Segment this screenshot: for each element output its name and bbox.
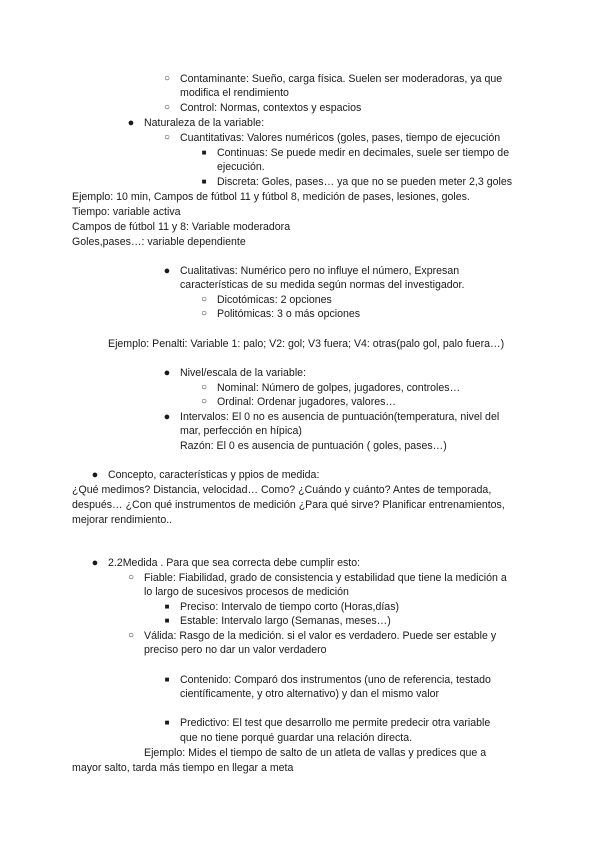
bullet-circle-icon: ○ (200, 396, 208, 407)
text-line: Ordinal: Ordenar jugadores, valores… (217, 396, 397, 408)
text-line: Tiempo: variable activa (72, 206, 181, 218)
text-line: mejorar rendimiento.. (72, 514, 173, 526)
bullet-disc-icon: ● (91, 557, 99, 569)
text-line: Concepto, características y ppios de medida: (108, 469, 320, 481)
text-line: Control: Normas, contextos y espacios (180, 102, 362, 114)
bullet-circle-icon: ○ (200, 294, 208, 305)
bullet-circle-icon: ○ (127, 630, 135, 641)
text-line: Preciso: Intervalo de tiempo corto (Horas,días) (180, 601, 400, 613)
text-line: Campos de fútbol 11 y 8: Variable moderadora (72, 221, 291, 233)
text-line: preciso pero no dar un valor verdadero (144, 644, 327, 656)
bullet-disc-icon: ● (127, 117, 135, 129)
text-line: Estable: Intervalo largo (Semanas, meses…) (180, 615, 391, 627)
text-line: Razón: El 0 es ausencia de puntuación ( goles, pases…) (180, 440, 447, 452)
text-line: Naturaleza de la variable: (144, 117, 265, 129)
bullet-square-icon: ■ (164, 675, 170, 684)
text-line: Ejemplo: Penalti: Variable 1: palo; V2: gol; V3 fuera; V4: otras(palo gol, palo fuera…) (108, 338, 505, 350)
text-line: Nominal: Número de golpes, jugadores, controles… (217, 382, 461, 394)
text-line: características de su medida según normas del investigador. (180, 279, 465, 291)
bullet-square-icon: ■ (164, 616, 170, 625)
text-line: Discreta: Goles, pases… ya que no se pueden meter 2,3 goles (217, 176, 513, 188)
text-line: después… ¿Con qué instrumentos de medición ¿Para qué sirve? Planificar entrenamientos, (72, 499, 505, 511)
text-line: científicamente, y otro alternativo) y dan el mismo valor (180, 688, 440, 700)
bullet-square-icon: ■ (201, 177, 207, 186)
text-line: modifica el rendimiento (180, 87, 289, 99)
text-line: que no tiene porqué guardar una relación directa. (180, 732, 413, 744)
text-line: Goles,pases…: variable dependiente (72, 236, 246, 248)
bullet-disc-icon: ● (163, 411, 171, 423)
text-line: mayor salto, tarda más tiempo en llegar a meta (72, 762, 294, 774)
text-line: mar, perfección en hípica) (180, 425, 302, 437)
text-line: Válida: Rasgo de la medición. si el valor es verdadero. Puede ser estable y (144, 630, 497, 642)
bullet-circle-icon: ○ (163, 73, 171, 84)
text-line: Contenido: Comparó dos instrumentos (uno de referencia, testado (180, 674, 491, 686)
text-line: Predictivo: El test que desarrollo me permite predecir otra variable (180, 717, 491, 729)
bullet-square-icon: ■ (164, 718, 170, 727)
text-line: Fiable: Fiabilidad, grado de consistencia y estabilidad que tiene la medición a (144, 572, 507, 584)
text-line: Cuantitativas: Valores numéricos (goles, pases, tiempo de ejecución (180, 132, 501, 144)
bullet-circle-icon: ○ (163, 102, 171, 113)
text-line: Intervalos: El 0 no es ausencia de puntuación(temperatura, nivel del (180, 411, 500, 423)
text-line: 2.2Medida . Para que sea correcta debe cumplir esto: (108, 557, 361, 569)
bullet-square-icon: ■ (164, 602, 170, 611)
text-line: ejecución. (217, 161, 265, 173)
text-line: Ejemplo: 10 min, Campos de fútbol 11 y fútbol 8, medición de pases, lesiones, goles. (72, 191, 470, 203)
bullet-disc-icon: ● (163, 367, 171, 379)
text-line: lo largo de sucesivos procesos de medición (144, 586, 349, 598)
bullet-square-icon: ■ (201, 148, 207, 157)
text-line: Cualitativas: Numérico pero no influye el número, Expresan (180, 265, 460, 277)
bullet-circle-icon: ○ (163, 132, 171, 143)
bullet-circle-icon: ○ (127, 572, 135, 583)
text-line: ¿Qué medimos? Distancia, velocidad… Como? ¿Cuándo y cuánto? Antes de temporada, (72, 484, 492, 496)
text-line: Politómicas: 3 o más opciones (217, 308, 361, 320)
text-line: Continuas: Se puede medir en decimales, suele ser tiempo de (217, 147, 510, 159)
text-line: Nivel/escala de la variable: (180, 367, 307, 379)
text-line: Dicotómicas: 2 opciones (217, 294, 332, 306)
bullet-disc-icon: ● (91, 469, 99, 481)
bullet-circle-icon: ○ (200, 308, 208, 319)
text-line: Ejemplo: Mides el tiempo de salto de un atleta de vallas y predices que a (144, 747, 487, 759)
text-line: Contaminante: Sueño, carga física. Suelen ser moderadoras, ya que (180, 73, 503, 85)
bullet-circle-icon: ○ (200, 382, 208, 393)
bullet-disc-icon: ● (163, 265, 171, 277)
